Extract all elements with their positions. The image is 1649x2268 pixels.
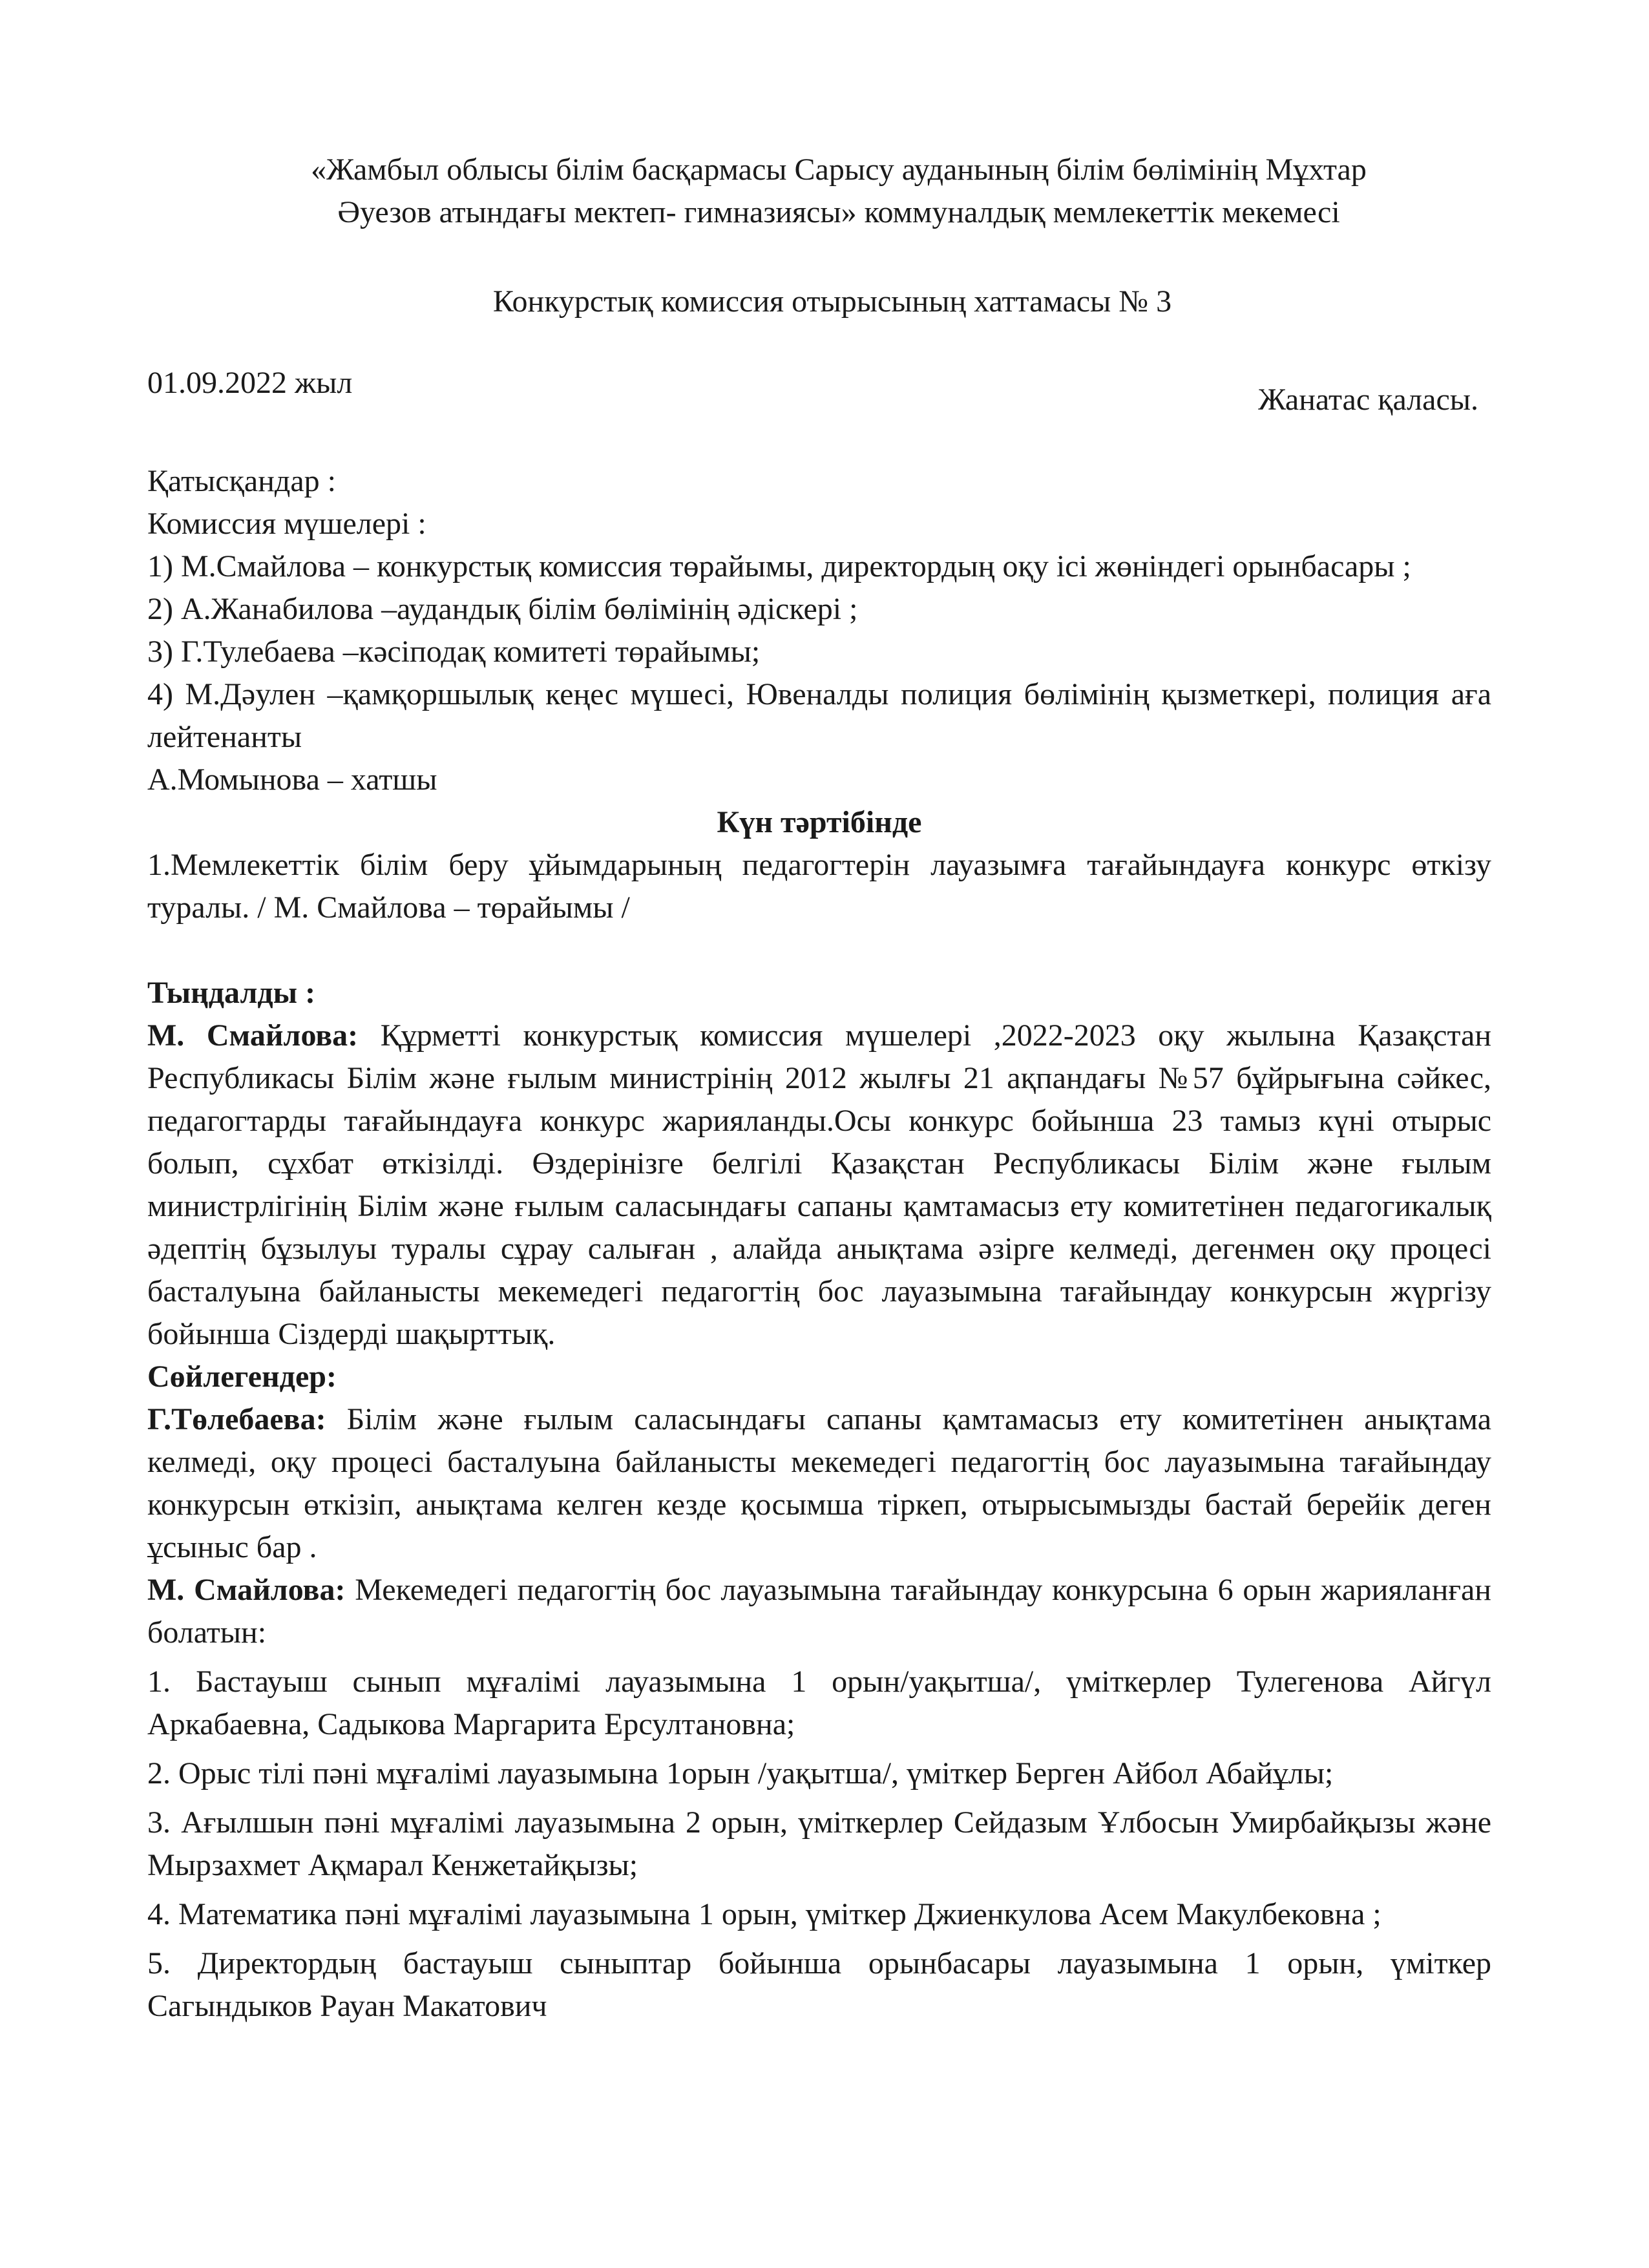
document-page [147,149,1491,2028]
speech-text: Мекемедегі педагогтің бос лауазымына тағайындау конкурсына 6 орын жарияланған болатын: [147,1573,1491,1650]
candidate-item: 4. Математика пәні мұғалімі лауазымына 1 орын, үміткер Джиенкулова Асем Макулбековна ; [147,1897,1381,1931]
protocol-title: Конкурстық комиссия отырысының хаттамасы № 3 [492,284,1172,319]
header-line-2: Әуезов атындағы мектеп- гимназиясы» коммуналдық мемлекеттік мекемесі [337,195,1340,229]
protocol-date: 01.09.2022 жыл [147,366,353,400]
spacer [147,929,1491,972]
organization-header [147,149,1491,234]
member-item: 1) М.Смайлова – конкурстық комиссия төрайымы, директордың оқу ісі жөніндегі орынбасары ; [147,549,1411,583]
speaker-name: Г.Төлебаева: [147,1402,326,1436]
heard-label: Тыңдалды : [147,976,316,1010]
protocol-place: Жанатас қаласы. [1258,383,1478,417]
header-line-1: «Жамбыл облысы білім басқармасы Сарысу ауданының білім бөлімінің Мұхтар [311,152,1367,187]
members-label: Комиссия мүшелері : [147,507,426,541]
speaker-name: М. Смайлова: [147,1573,346,1607]
member-item: 2) А.Жанабилова –аудандық білім бөлімінің әдіскері ; [147,592,858,626]
agenda-item: 1.Мемлекеттік білім беру ұйымдарының педагогтерін лауазымға тағайындауға конкурс өткізу туралы. / М. Смайлова – төрайымы / [147,848,1491,925]
speakers-label: Сөйлегендер: [147,1360,337,1394]
speaker-name: М. Смайлова: [147,1018,359,1053]
member-item: 4) М.Дәулен –қамқоршылық кеңес мүшесі, Ювеналды полиция бөлімінің қызметкері, полиция аға лейтенанты [147,677,1491,754]
heard-paragraph [147,1014,1491,1356]
candidate-item: 2. Орыс тілі пәні мұғалімі лауазымына 1орын /уақытша/, үміткер Берген Айбол Абайұлы; [147,1756,1334,1790]
speech-text: Білім және ғылым саласындағы сапаны қамтамасыз ету комитетінен анықтама келмеді, оқу процесі басталуына байланысты мекемедегі педагогтің бос лауазымына тағайындау конкурсын өткізіп, анықтама келген кезде қосымша тіркеп, отырысымызды бастай берейік деген ұсыныс бар . [147,1402,1491,1564]
attendees-section [147,460,1491,801]
agenda-title: Күн тәртібінде [717,805,922,839]
speech-text: Құрметті конкурстық комиссия мүшелері ,2022-2023 оқу жылына Қазақстан Республикасы Білім және ғылым министрінің 2012 жылғы 21 ақпандағы №57 бұйрығына сәйкес, педагогтарды тағайындауға конкурс жарияланды.Осы конкурс бойынша 23 тамыз күні отырыс болып, сұхбат өткізілді. Өздерінізге белгілі Қазақстан Республикасы Білім және ғылым министрлігінің Білім және ғылым саласындағы сапаны қамтамасыз ету комитетінен педагогикалық әдептің бұзылуы туралы сұрау салыған , алайда анықтама әзірге келмеді, дегенмен оқу процесі басталуына байланысты мекемедегі педагогтің бос лауазымына тағайындау конкурсын жүргізу бойынша Сіздерді шақырттық. [147,1018,1492,1351]
candidate-item: 3. Ағылшын пәні мұғалімі лауазымына 2 орын, үміткерлер Сейдазым Ұлбосын Умирбайқызы және Мырзахмет Ақмарал Кенжетайқызы; [147,1805,1491,1882]
candidates-list [147,1661,1491,2028]
speaker-paragraph [147,1569,1491,1654]
candidate-item: 5. Директордың бастауыш сыныптар бойынша орынбасары лауазымына 1 орын, үміткер Сагындыков Рауан Макатович [147,1946,1491,2023]
date-place-row [147,362,1491,421]
speaker-paragraph [147,1398,1491,1569]
secretary: А.Момынова – хатшы [147,762,437,797]
member-item: 3) Г.Тулебаева –кәсіподақ комитеті төрайымы; [147,635,761,669]
candidate-item: 1. Бастауыш сынып мұғалімі лауазымына 1 орын/уақытша/, үміткерлер Тулегенова Айгүл Аркабаевна, Садыкова Маргарита Ерсултановна; [147,1664,1491,1741]
attendees-label: Қатысқандар : [147,464,336,498]
